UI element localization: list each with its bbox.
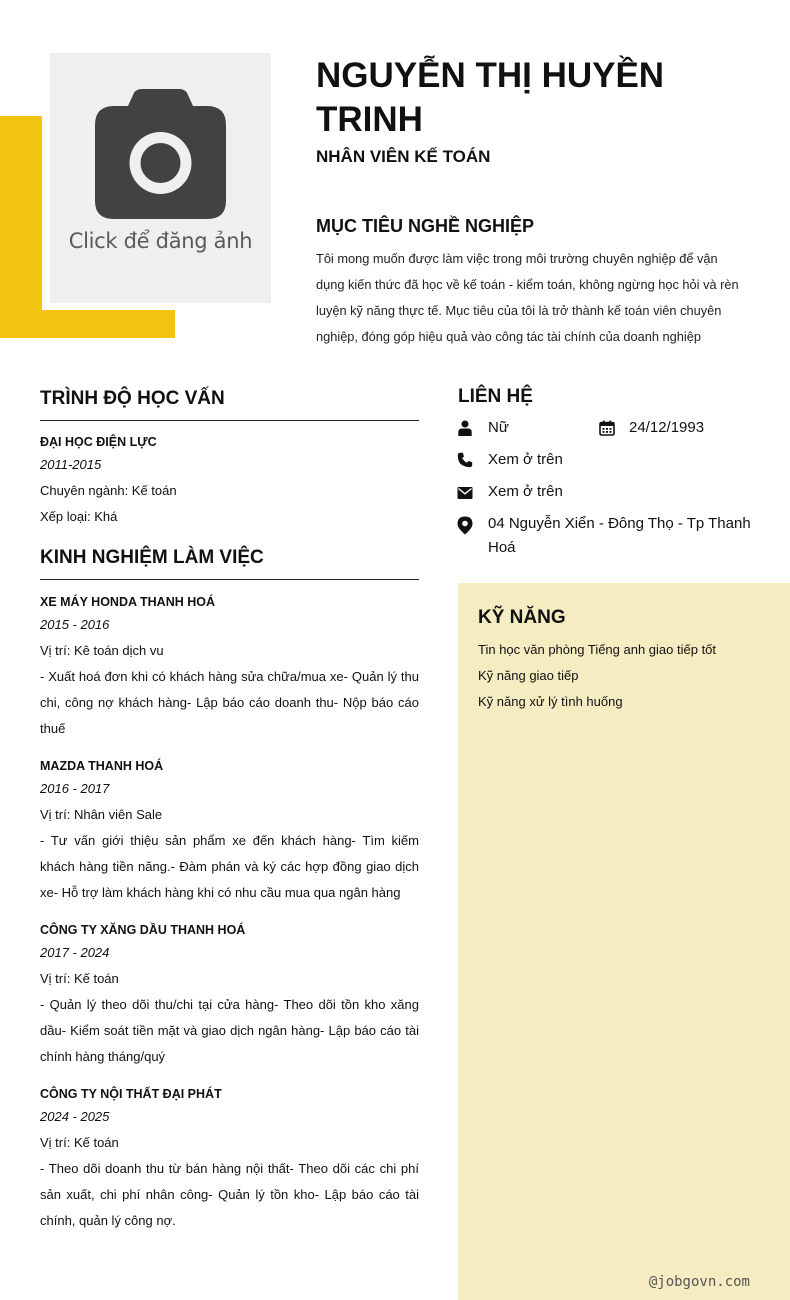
skills-title: KỸ NĂNG <box>478 607 566 628</box>
job-company: CÔNG TY NỘI THẤT ĐẠI PHÁT <box>40 1087 222 1101</box>
job-entry <box>40 920 419 1070</box>
skill-item: Kỹ năng giao tiếp <box>478 668 579 683</box>
skill-item: Kỹ năng xử lý tình huống <box>478 694 623 709</box>
job-company: XE MÁY HONDA THANH HOÁ <box>40 595 216 609</box>
phone-icon <box>457 452 473 468</box>
skills-list <box>478 637 778 715</box>
experience-title: KINH NGHIỆM LÀM VIỆC <box>40 547 264 568</box>
job-position: Vị trí: Kế toán <box>40 971 119 986</box>
job-description: - Theo dõi doanh thu từ bán hàng nội thất- Theo dõi các chi phí sản xuất, chi phí nhân công- Quản lý tồn kho- Lập báo cáo tài chính, quản lý công nợ. <box>40 1161 419 1228</box>
user-icon <box>457 420 473 436</box>
job-company: CÔNG TY XĂNG DẦU THANH HOÁ <box>40 923 246 937</box>
job-position: Vị trí: Kế toán <box>40 1135 119 1150</box>
education-grade: Xếp loại: Khá <box>40 509 118 524</box>
watermark: @jobgovn.com <box>648 1274 750 1290</box>
contact-phone: Xem ở trên <box>488 451 563 468</box>
objective-title: MỤC TIÊU NGHỀ NGHIỆP <box>316 216 535 236</box>
job-company: MAZDA THANH HOÁ <box>40 759 164 773</box>
experience-list <box>40 592 419 1248</box>
education-entry <box>40 432 419 530</box>
skills-panel <box>458 583 790 1300</box>
job-period: 2016 - 2017 <box>40 781 110 796</box>
job-period: 2017 - 2024 <box>40 945 110 960</box>
job-description: - Xuất hoá đơn khi có khách hàng sửa chữa/mua xe- Quản lý thu chi, công nợ khách hàng- Lập báo cáo doanh thu- Nộp báo cáo thuế <box>40 669 419 736</box>
job-description: - Quản lý theo dõi thu/chi tại cửa hàng- Theo dõi tồn kho xăng dầu- Kiểm soát tiền mặt và giao dịch ngân hàng- Lập báo cáo tài chính hàng tháng/quý <box>40 997 419 1064</box>
camera-icon <box>95 89 226 219</box>
education-divider <box>40 420 419 421</box>
email-icon <box>457 485 473 501</box>
job-description: - Tư vấn giới thiệu sản phẩm xe đến khách hàng- Tìm kiếm khách hàng tiền năng.- Đàm phán và ký các hợp đồng giao dịch xe- Hỗ trợ làm khách hàng khi có nhu cầu mua qua ngân hàng <box>40 833 419 900</box>
job-position: Vị trí: Nhân viên Sale <box>40 807 163 822</box>
education-major: Chuyên ngành: Kế toán <box>40 483 177 498</box>
contact-email: Xem ở trên <box>488 483 563 500</box>
education-years: 2011-2015 <box>40 457 102 472</box>
education-title: TRÌNH ĐỘ HỌC VẤN <box>40 388 225 409</box>
photo-upload-placeholder[interactable] <box>50 53 271 303</box>
job-entry <box>40 592 419 742</box>
skill-item: Tin học văn phòng Tiếng anh giao tiếp tốt <box>478 642 717 657</box>
photo-upload-label: Click để đăng ảnh <box>68 229 253 253</box>
candidate-name: NGUYỄN THỊ HUYỀN TRINH <box>316 56 665 139</box>
objective-text: Tôi mong muốn được làm việc trong môi trường chuyên nghiệp để vận dụng kiến thức đã học về kế toán - kiểm toán, không ngừng học hỏi và rèn luyện kỹ năng thực tế. Mục tiêu của tôi là trở thành kế toán viên chuyên nghiệp, đóng góp hiệu quả vào công tác tài chính của doanh nghiệp <box>316 251 739 344</box>
contact-address: 04 Nguyễn Xiển - Đông Thọ - Tp Thanh Hoá <box>488 515 751 556</box>
education-school: ĐẠI HỌC ĐIỆN LỰC <box>40 435 157 449</box>
experience-divider <box>40 579 419 580</box>
contact-title: LIÊN HỆ <box>458 386 533 407</box>
job-entry <box>40 1084 419 1234</box>
job-position: Vị trí: Kê toán dịch vu <box>40 643 164 658</box>
accent-bar-horizontal <box>0 310 175 338</box>
candidate-job-title: NHÂN VIÊN KẾ TOÁN <box>316 147 491 166</box>
calendar-icon <box>599 420 615 436</box>
contact-birthday: 24/12/1993 <box>629 419 705 436</box>
job-period: 2015 - 2016 <box>40 617 110 632</box>
contact-gender: Nữ <box>488 419 509 436</box>
job-entry <box>40 756 419 906</box>
location-icon <box>457 516 473 535</box>
job-period: 2024 - 2025 <box>40 1109 110 1124</box>
accent-bar-vertical <box>0 116 42 338</box>
